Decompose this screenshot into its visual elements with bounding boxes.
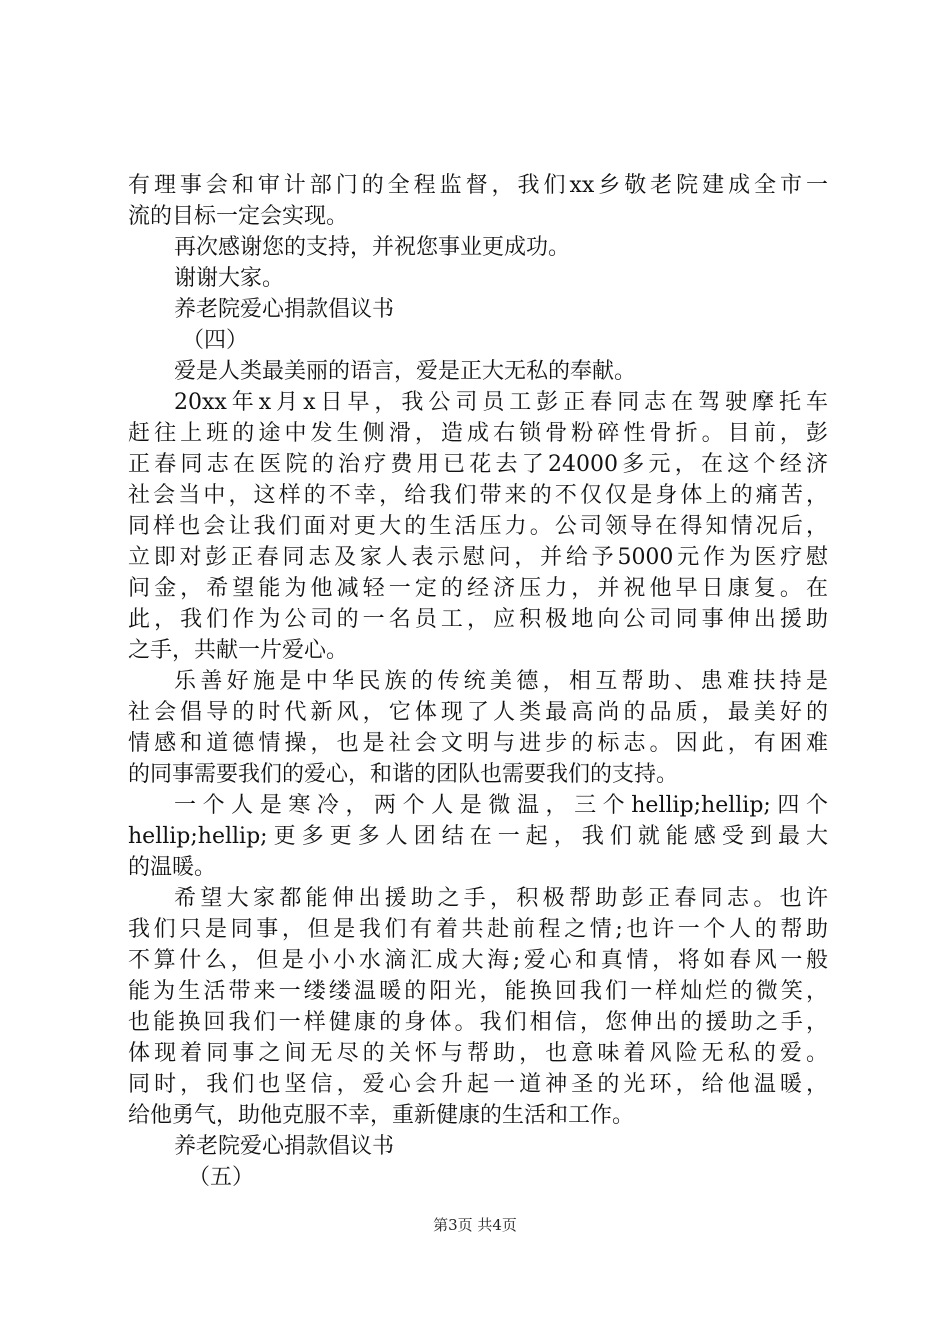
text-line: 此，我们作为公司的一名员工，应积极地向公司同事伸出援助 [128, 607, 828, 632]
text-line: 的温暖。 [128, 855, 217, 880]
text-line: 一个人是寒冷，两个人是微温，三个hellip;hellip;四个 [174, 793, 828, 818]
text-line: 社会倡导的时代新风，它体现了人类最高尚的品质，最美好的 [128, 700, 828, 725]
text-line: 也能换回我们一样健康的身体。我们相信，您伸出的援助之手， [128, 1010, 828, 1035]
text-line: 同样也会让我们面对更大的生活压力。公司领导在得知情况后， [128, 514, 828, 539]
text-line: 情感和道德情操，也是社会文明与进步的标志。因此，有困难 [128, 731, 828, 756]
text-line: 给他勇气，助他克服不幸，重新健康的生活和工作。 [128, 1103, 635, 1128]
text-line: 立即对彭正春同志及家人表示慰问，并给予5000元作为医疗慰 [128, 545, 828, 570]
text-line: 乐善好施是中华民族的传统美德，相互帮助、患难扶持是 [174, 669, 828, 694]
text-line: 再次感谢您的支持，并祝您事业更成功。 [174, 235, 571, 260]
text-line: hellip;hellip;更多更多人团结在一起，我们就能感受到最大 [128, 824, 828, 849]
section-heading: 养老院爱心捐款倡议书 [174, 297, 395, 322]
text-line: 希望大家都能伸出援助之手，积极帮助彭正春同志。也许 [174, 886, 828, 911]
text-line: 社会当中，这样的不幸，给我们带来的不仅仅是身体上的痛苦， [128, 483, 828, 508]
text-line: 爱是人类最美丽的语言，爱是正大无私的奉献。 [174, 359, 637, 384]
text-line: 20xx年x月x日早，我公司员工彭正春同志在驾驶摩托车 [174, 390, 828, 415]
text-line: 有理事会和审计部门的全程监督，我们xx乡敬老院建成全市一 [128, 173, 828, 198]
text-line: 谢谢大家。 [174, 266, 285, 291]
text-line: 问金，希望能为他减轻一定的经济压力，并祝他早日康复。在 [128, 576, 828, 601]
text-line: 的同事需要我们的爱心，和谐的团队也需要我们的支持。 [128, 762, 679, 787]
section-number: （四） [182, 328, 249, 353]
text-line: 能为生活带来一缕缕温暖的阳光，能换回我们一样灿烂的微笑， [128, 979, 828, 1004]
document-body [128, 170, 828, 1193]
text-line: 流的目标一定会实现。 [128, 204, 349, 229]
text-line: 不算什么，但是小小水滴汇成大海;爱心和真情，将如春风一般 [128, 948, 828, 973]
text-line: 正春同志在医院的治疗费用已花去了24000多元，在这个经济 [128, 452, 828, 477]
text-line: 赶往上班的途中发生侧滑，造成右锁骨粉碎性骨折。目前，彭 [128, 421, 828, 446]
text-line: 体现着同事之间无尽的关怀与帮助，也意味着风险无私的爱。 [128, 1041, 828, 1066]
text-line: 我们只是同事，但是我们有着共赴前程之情;也许一个人的帮助 [128, 917, 828, 942]
text-line: 之手，共献一片爱心。 [128, 638, 349, 663]
page-footer: 第3页 共4页 [433, 1216, 517, 1234]
section-heading: 养老院爱心捐款倡议书 [174, 1134, 395, 1159]
section-number: （五） [188, 1165, 255, 1190]
text-line: 同时，我们也坚信，爱心会升起一道神圣的光环，给他温暖， [128, 1072, 828, 1097]
